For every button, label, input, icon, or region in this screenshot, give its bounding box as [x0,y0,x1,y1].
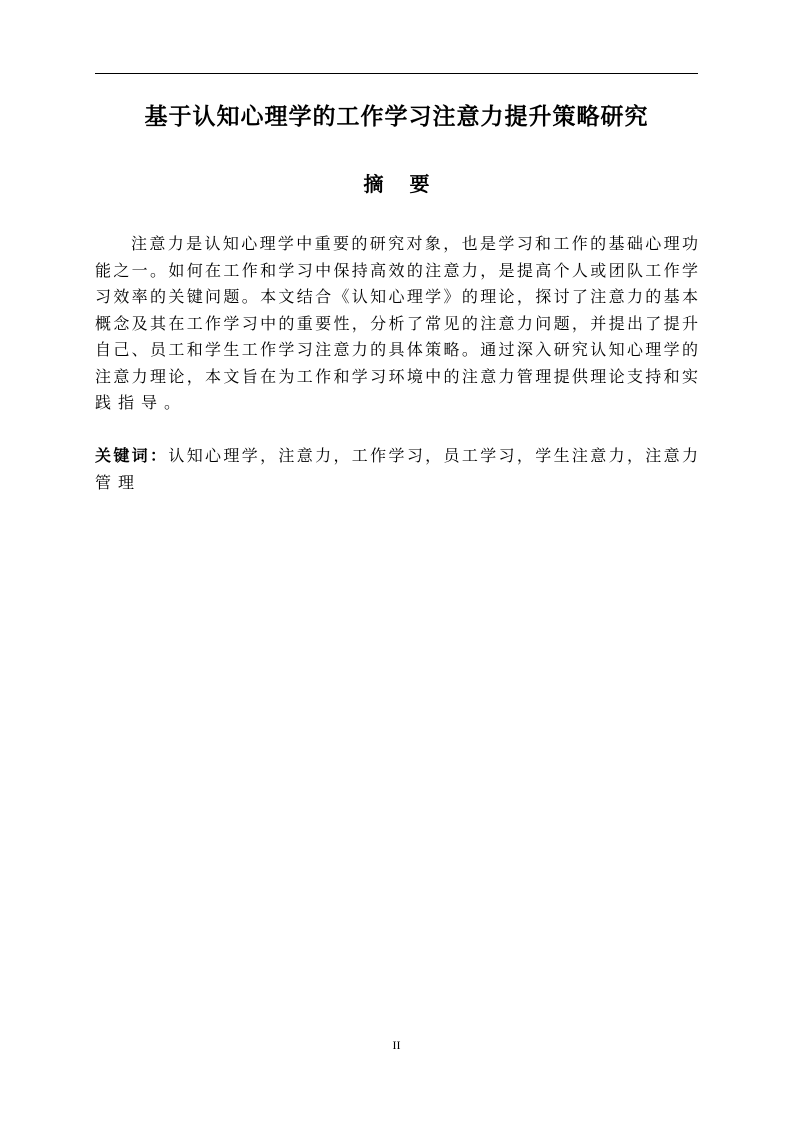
page-title: 基于认知心理学的工作学习注意力提升策略研究 [144,104,649,130]
keywords-text: 认知心理学，注意力，工作学习，员工学习，学生注意力，注意力 [168,446,698,465]
abstract-line: 注意力是认知心理学中重要的研究对象，也是学习和工作的基础心理功 [131,234,698,253]
page-number: II [392,1038,401,1052]
abstract-line: 践指导。 [95,393,188,412]
keywords-line [95,443,698,470]
abstract-line: 能之一。如何在工作和学习中保持高效的注意力，是提高个人或团队工作学 [95,260,698,280]
keywords-line-2: 管理 [95,472,142,492]
abstract-paragraph [95,231,698,417]
abstract-line: 自己、员工和学生工作学习注意力的具体策略。通过深入研究认知心理学的 [95,340,698,359]
abstract-heading [95,170,698,198]
keywords [95,443,698,496]
abstract-line: 概念及其在工作学习中的重要性，分析了常见的注意力问题，并提出了提升 [95,313,698,333]
abstract-line: 注意力理论，本文旨在为工作和学习环境中的注意力管理提供理论支持和实 [95,366,698,386]
abstract-line: 习效率的关键问题。本文结合《认知心理学》的理论，探讨了注意力的基本 [95,287,698,306]
keywords-label: 关键词： [95,446,169,465]
header-rule [95,73,698,74]
abstract-heading-text: 摘要 [363,172,456,196]
